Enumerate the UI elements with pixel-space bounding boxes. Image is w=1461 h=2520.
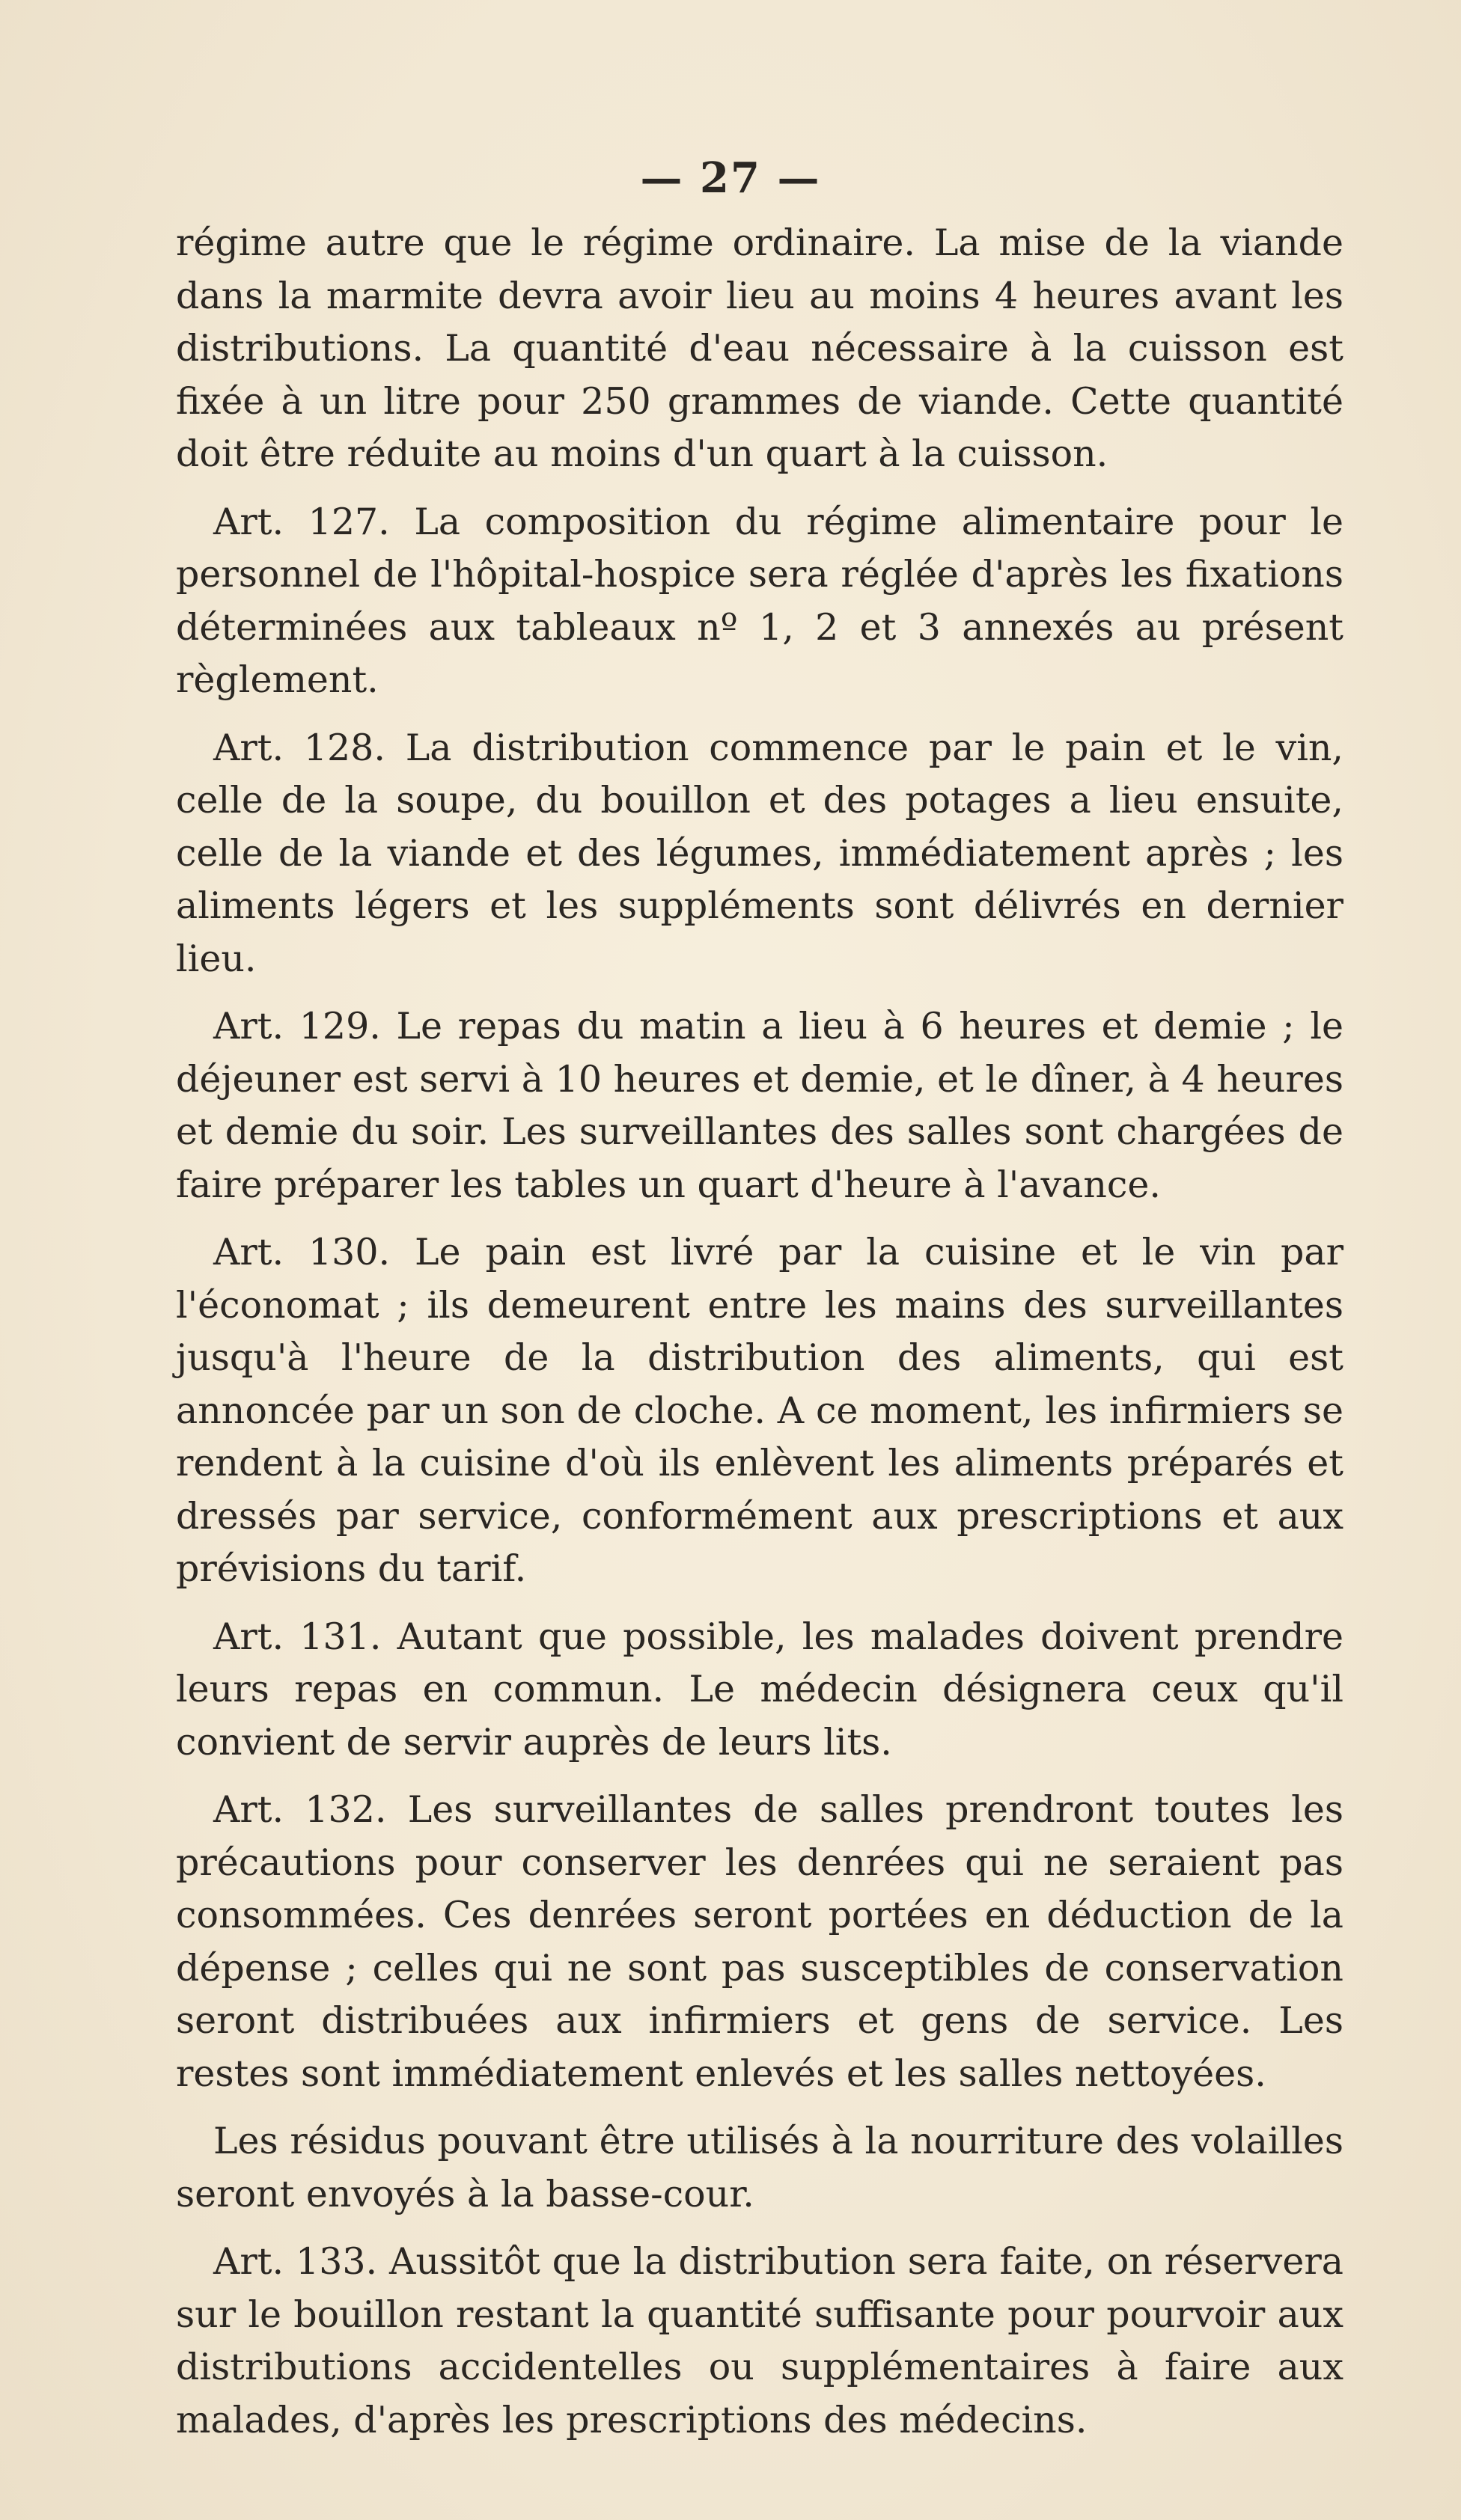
paragraph-art-127: Art. 127. La composition du régime alimentaire pour le personnel de l'hôpital-hospice sera réglée d'après les fixations déterminées aux tableaux nº 1, 2 et 3 annexés au présent règlement. (176, 500, 1343, 701)
paragraph-art-132: Art. 132. Les surveillantes de salles prendront toutes les précautions pour conserver les denrées qui ne seraient pas consommées. Ces denrées seront portées en déduction de la dépense ; celles qui ne sont pas susceptibles de conservation seront distribuées aux infirmiers et gens de service. Les restes sont immédiatement enlevés et les salles nettoyées. (176, 1788, 1343, 2095)
paragraph-art-128: Art. 128. La distribution commence par le pain et le vin, celle de la soupe, du bouillon et des potages a lieu ensuite, celle de la viande et des légumes, immédiatement après ; les aliments légers et les suppléments sont délivrés en dernier lieu. (176, 726, 1343, 980)
page-number: — 27 — (640, 153, 821, 203)
body-text (176, 217, 1343, 2462)
paragraph-art-133: Art. 133. Aussitôt que la distribution sera faite, on réservera sur le bouillon restant la quantité suffisante pour pourvoir aux distributions accidentelles ou supplémentaires à faire aux malades, d'après les prescriptions des médecins. (176, 2240, 1343, 2441)
paragraph-art-131: Art. 131. Autant que possible, les malades doivent prendre leurs repas en commun. Le médecin désignera ceux qu'il convient de servir auprès de leurs lits. (176, 1615, 1343, 1764)
paragraph-residus: Les résidus pouvant être utilisés à la nourriture des volailles seront envoyés à la basse-cour. (176, 2120, 1343, 2215)
paragraph-art-130: Art. 130. Le pain est livré par la cuisine et le vin par l'économat ; ils demeurent entre les mains des surveillantes jusqu'à l'heure de la distribution des aliments, qui est annoncée par un son de cloche. A ce moment, les infirmiers se rendent à la cuisine d'où ils enlèvent les aliments préparés et dressés par service, conformément aux prescriptions et aux prévisions du tarif. (176, 1231, 1343, 1590)
paragraph-art-129: Art. 129. Le repas du matin a lieu à 6 heures et demie ; le déjeuner est servi à 10 heures et demie, et le dîner, à 4 heures et demie du soir. Les surveillantes des salles sont chargées de faire préparer les tables un quart d'heure à l'avance. (176, 1005, 1343, 1206)
paragraph-continuation: régime autre que le régime ordinaire. La mise de la viande dans la marmite devra avoir lieu au moins 4 heures avant les distributions. La quantité d'eau nécessaire à la cuisson est fixée à un litre pour 250 grammes de viande. Cette quantité doit être réduite au moins d'un quart à la cuisson. (176, 221, 1343, 475)
